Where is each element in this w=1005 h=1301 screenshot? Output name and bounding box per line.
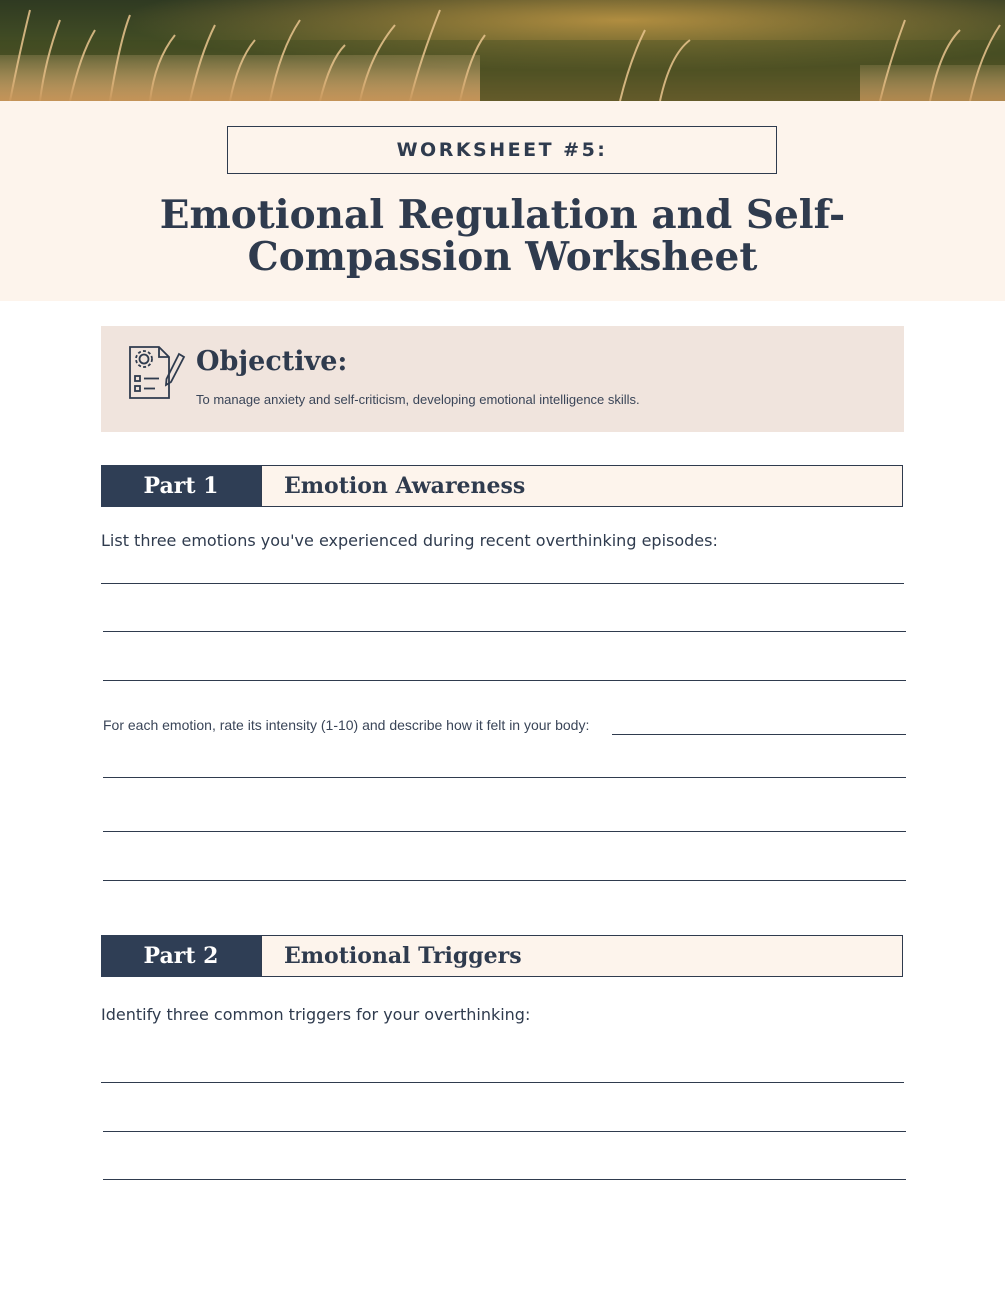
- answer-line[interactable]: [103, 1131, 906, 1132]
- objective-panel: [101, 326, 904, 432]
- part1-header: [101, 465, 903, 507]
- part1-prompt: List three emotions you've experienced during recent overthinking episodes:: [101, 531, 718, 550]
- part2-prompt: Identify three common triggers for your overthinking:: [101, 1005, 531, 1024]
- objective-heading: Objective:: [196, 346, 348, 377]
- part1-sub-prompt: For each emotion, rate its intensity (1-10) and describe how it felt in your body:: [103, 717, 590, 733]
- answer-line-inline[interactable]: [612, 734, 906, 735]
- answer-line[interactable]: [101, 583, 904, 584]
- answer-line[interactable]: [103, 777, 906, 778]
- part1-label: Part 1: [101, 465, 261, 507]
- checklist-settings-pencil-icon: [127, 344, 187, 407]
- page-title: Emotional Regulation and Self-Compassion Worksheet: [159, 192, 846, 280]
- answer-line[interactable]: [101, 1082, 904, 1083]
- worksheet-number-label: WORKSHEET #5:: [227, 126, 777, 174]
- answer-line[interactable]: [103, 1179, 906, 1180]
- header-photo-banner: [0, 0, 1005, 101]
- grass-field-image: [0, 0, 1005, 101]
- objective-text: To manage anxiety and self-criticism, developing emotional intelligence skills.: [196, 392, 640, 407]
- answer-line[interactable]: [103, 880, 906, 881]
- answer-line[interactable]: [103, 831, 906, 832]
- answer-line[interactable]: [103, 680, 906, 681]
- part2-title: Emotional Triggers: [261, 935, 903, 977]
- answer-line[interactable]: [103, 631, 906, 632]
- part2-label: Part 2: [101, 935, 261, 977]
- part1-title: Emotion Awareness: [261, 465, 903, 507]
- part2-header: [101, 935, 903, 977]
